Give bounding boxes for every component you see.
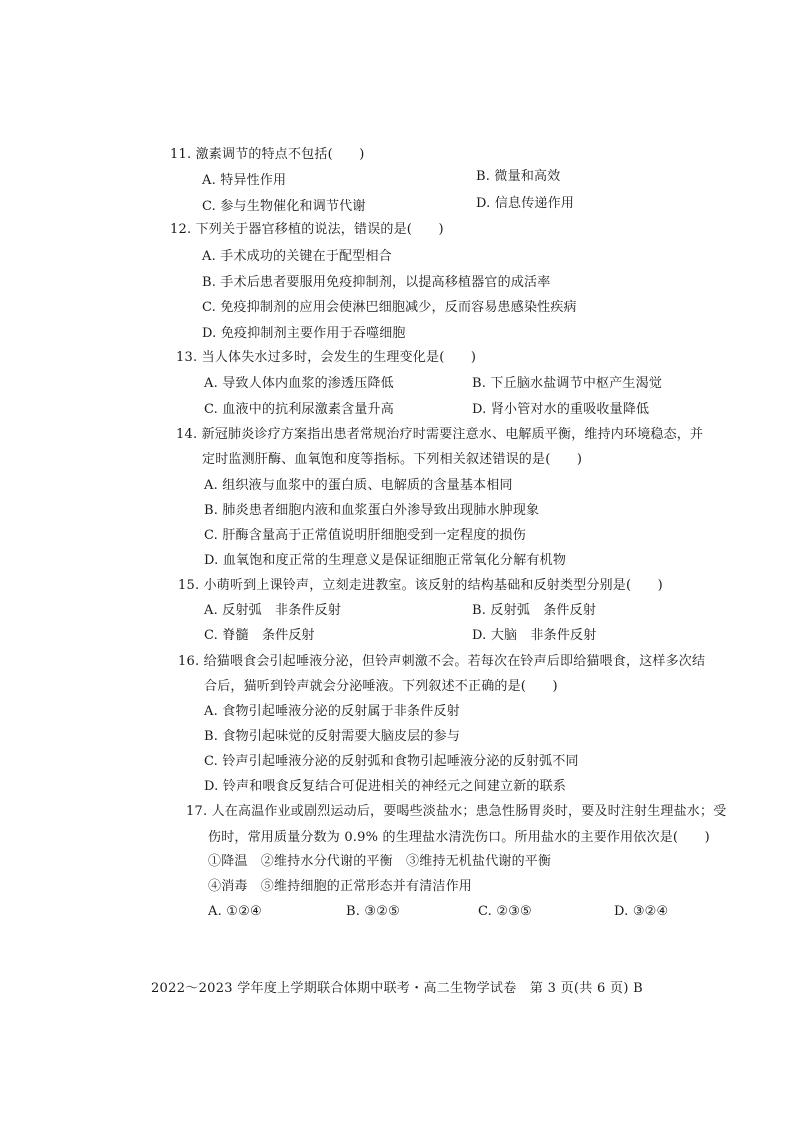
q12-option-a: A. 手术成功的关键在于配型相合 xyxy=(202,249,392,264)
q16-option-a: A. 食物引起唾液分泌的反射属于非条件反射 xyxy=(204,704,460,719)
q17-option-b: B. ③②⑤ xyxy=(346,904,400,919)
q14-option-b: B. 肺炎患者细胞内液和血浆蛋白外渗导致出现肺水肿现象 xyxy=(204,503,540,518)
q14-option-a: A. 组织液与血浆中的蛋白质、电解质的含量基本相同 xyxy=(204,478,513,493)
q13-stem: 13. 当人体失水过多时，会发生的生理变化是( ) xyxy=(176,350,477,365)
q17-option-c: C. ②③⑤ xyxy=(478,904,532,919)
q14-option-d: D. 血氧饱和度正常的生理意义是保证细胞正常氧化分解有机物 xyxy=(204,553,567,568)
q15-option-d: D. 大脑 非条件反射 xyxy=(472,628,597,643)
q17-stem-line-2: 伤时，常用质量分数为 0.9% 的生理盐水清洗伤口。所用盐水的主要作用依次是( ) xyxy=(208,830,710,845)
q15-option-c: C. 脊髓 条件反射 xyxy=(204,628,315,643)
q13-option-c: C. 血液中的抗利尿激素含量升高 xyxy=(204,402,394,417)
q11-option-a: A. 特异性作用 xyxy=(202,173,287,188)
q11-option-c: C. 参与生物催化和调节代谢 xyxy=(202,199,366,214)
q16-option-d: D. 铃声和喂食反复结合可促进相关的神经元之间建立新的联系 xyxy=(204,779,567,794)
q17-item-line-1: ①降温 ②维持水分代谢的平衡 ③维持无机盐代谢的平衡 xyxy=(208,854,552,869)
q16-stem-line-1: 16. 给猫喂食会引起唾液分泌，但铃声刺激不会。若每次在铃声后即给猫喂食，这样多次结 xyxy=(178,654,706,669)
q14-option-c: C. 肝酶含量高于正常值说明肝细胞受到一定程度的损伤 xyxy=(204,528,526,543)
q15-option-a: A. 反射弧 非条件反射 xyxy=(204,603,342,618)
q15-option-b: B. 反射弧 条件反射 xyxy=(472,603,597,618)
q12-stem: 12. 下列关于器官移植的说法，错误的是( ) xyxy=(170,222,444,237)
q12-option-d: D. 免疫抑制剂主要作用于吞噬细胞 xyxy=(202,326,406,341)
q13-option-a: A. 导致人体内血浆的渗透压降低 xyxy=(204,376,394,391)
q11-option-d: D. 信息传递作用 xyxy=(476,196,575,211)
q17-item-line-2: ④消毒 ⑤维持细胞的正常形态并有清洁作用 xyxy=(208,879,473,894)
q17-option-a: A. ①②④ xyxy=(208,904,262,919)
q11-option-b: B. 微量和高效 xyxy=(476,169,561,184)
q16-stem-line-2: 合后，猫听到铃声就会分泌唾液。下列叙述不正确的是( ) xyxy=(204,679,558,694)
q16-option-c: C. 铃声引起唾液分泌的反射弧和食物引起唾液分泌的反射弧不同 xyxy=(204,754,579,769)
q14-stem-line-1: 14. 新冠肺炎诊疗方案指出患者常规治疗时需要注意水、电解质平衡，维持内环境稳态，并 xyxy=(176,427,704,442)
page-footer: 2022～2023 学年度上学期联合体期中联考・高二生物学试卷 第 3 页(共 6 页) B xyxy=(150,981,643,996)
q17-stem-line-1: 17. 人在高温作业或剧烈运动后，要喝些淡盐水；患急性肠胃炎时，要及时注射生理盐水；受 xyxy=(186,804,727,819)
q13-option-b: B. 下丘脑水盐调节中枢产生渴觉 xyxy=(472,376,663,391)
q11-stem: 11. 激素调节的特点不包括( ) xyxy=(170,147,365,162)
q12-option-b: B. 手术后患者要服用免疫抑制剂，以提高移植器官的成活率 xyxy=(202,275,551,290)
q17-option-d: D. ③②④ xyxy=(614,904,669,919)
q15-stem: 15. 小萌听到上课铃声，立刻走进教室。该反射的结构基础和反射类型分别是( ) xyxy=(178,578,663,593)
q14-stem-line-2: 定时监测肝酶、血氧饱和度等指标。下列相关叙述错误的是( ) xyxy=(202,452,583,467)
q13-option-d: D. 肾小管对水的重吸收量降低 xyxy=(472,402,650,417)
q16-option-b: B. 食物引起味觉的反射需要大脑皮层的参与 xyxy=(204,729,461,744)
q12-option-c: C. 免疫抑制剂的应用会使淋巴细胞减少，反而容易患感染性疾病 xyxy=(202,300,577,315)
